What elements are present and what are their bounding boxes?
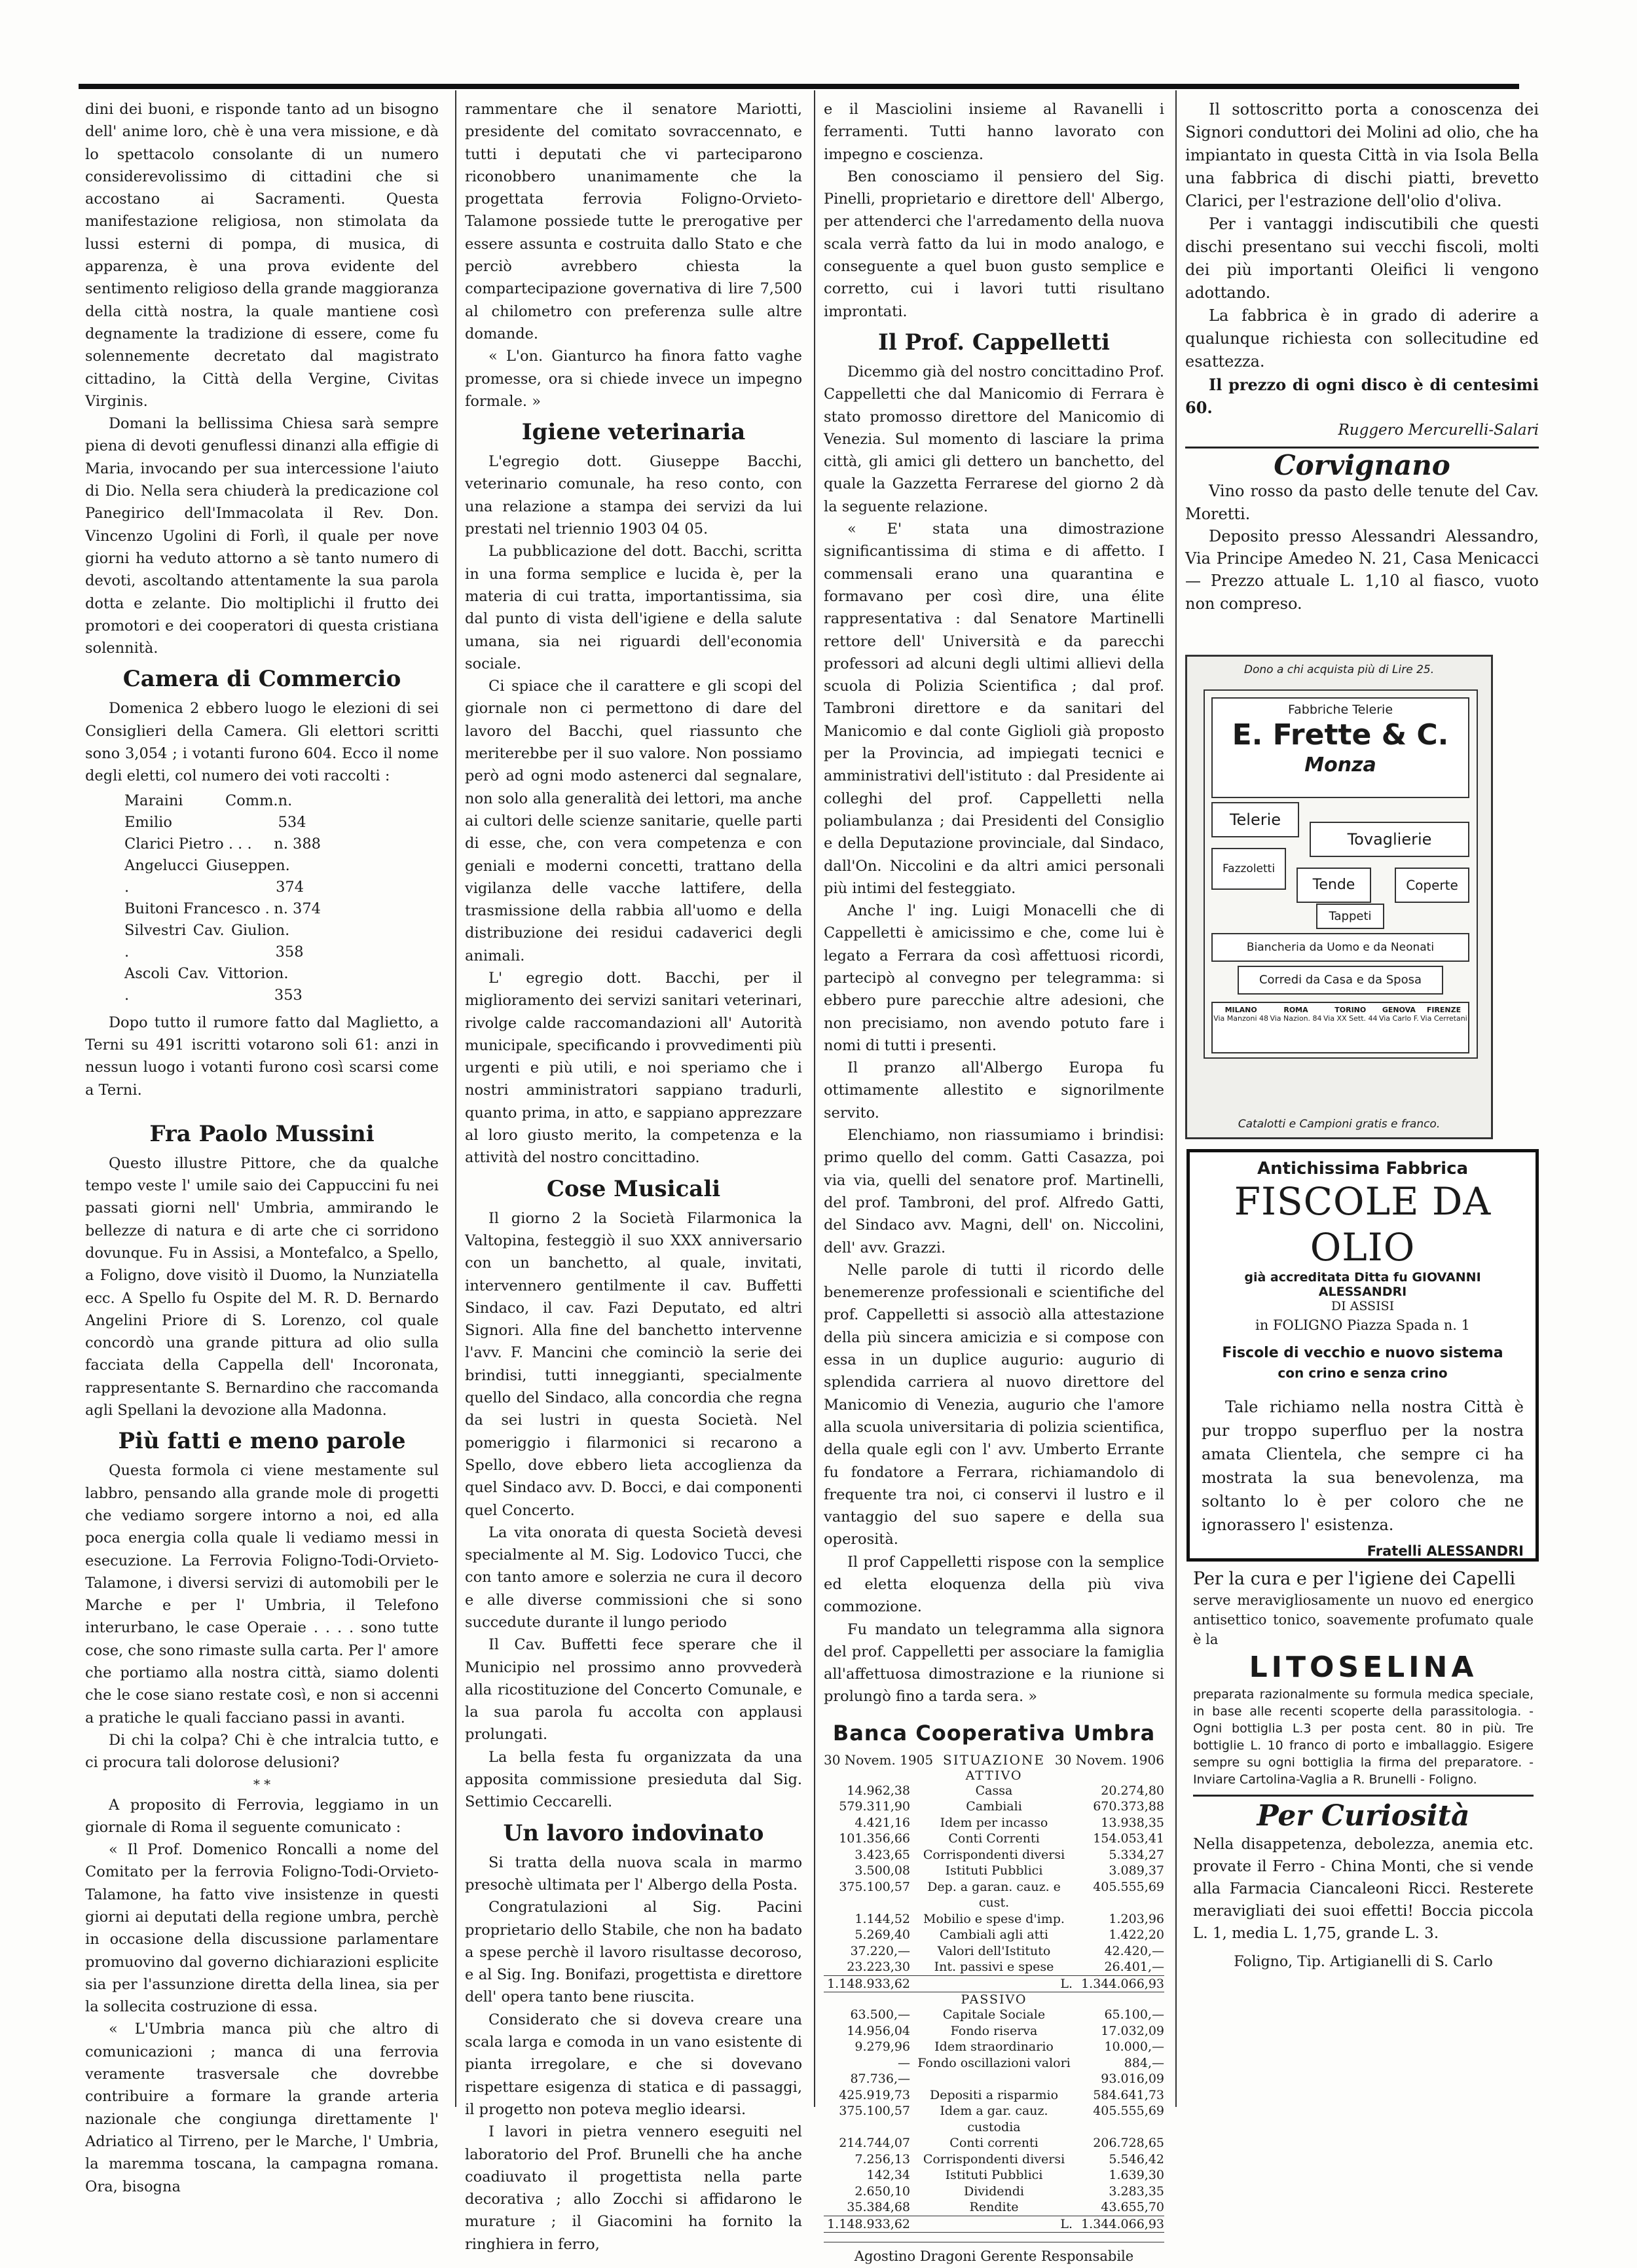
frette-coperte: Coperte xyxy=(1395,868,1469,903)
table-cell-value: 37.220,— xyxy=(850,1943,910,1958)
table-cell-value: 3.423,65 xyxy=(855,1847,910,1862)
table-cell-value: 1.422,20 xyxy=(1109,1928,1164,1943)
table-cell-value: 3.283,35 xyxy=(1109,2184,1164,2199)
frette-biancheria: Biancheria da Uomo e da Neonati xyxy=(1211,933,1469,962)
article-paragraph: Il Cav. Buffetti fece sperare che il Municipio nel prossimo anno provvederà alla ricostituzione del Concerto Comunale, e la sua parola fu accolta con applausi prolungati. xyxy=(465,1636,802,1744)
bank-date-left: 30 Novem. 1905 xyxy=(824,1751,934,1768)
frette-addresses: MILANO Via Manzoni 48 ROMA Via Nazion. 84 TORINO Via XX Sett. 44 GENOVA Via Carlo F. FIRENZE Via Cerretani xyxy=(1211,1002,1469,1053)
article-paragraph: Si tratta della nuova scala in marmo presochè ultimata per l' Albergo della Posta. xyxy=(465,1854,802,1893)
table-row xyxy=(824,1927,1164,1943)
frette-tovaglierie: Tovaglierie xyxy=(1310,822,1469,857)
table-row xyxy=(824,2039,1164,2055)
table-cell-label: Cassa xyxy=(975,1783,1013,1798)
article-paragraph: Dicemmo già del nostro concittadino Prof. Cappelletti che dal Manicomio di Ferrara è stato promosso direttore del Manicomio di Venezia. Sul momento di lasciare la prima città, gli amici gli dettero un banchetto, del quale la Gazzetta Ferrarese del giorno 2 dà la seguente relazione. xyxy=(824,363,1164,515)
frette-brand: E. Frette & C. xyxy=(1232,718,1449,752)
table-cell-value: 425.919,73 xyxy=(839,2087,910,2102)
bank-attivo-total: 1.148.933,62 L. 1.344.066,93 xyxy=(824,1975,1164,1993)
table-row xyxy=(824,1943,1164,1960)
table-cell-value: 20.274,80 xyxy=(1101,1783,1164,1798)
bank-passivo-label: PASSIVO xyxy=(961,1992,1027,2007)
table-cell-value: 405.555,69 xyxy=(1093,1879,1164,1894)
gerente-line: Agostino Dragoni Gerente Responsabile xyxy=(824,2242,1164,2267)
column-3 xyxy=(824,98,1164,2265)
table-row xyxy=(824,2184,1164,2200)
bank-attivo-table xyxy=(824,1783,1164,1975)
table-cell-label: Idem a gar. cauz. custodia xyxy=(940,2104,1048,2134)
article-paragraph: dini dei buoni, e risponde tanto ad un bisogno dell' anime loro, chè è una vera missione, e dà lo spettacolo consolante di un numero considerevolissimo di cittadini che si accostano ai Sacramenti. Questa manifestazione religiosa, non stimolata da lussi esterni di pompa, di musica, di apparenza, è una prova evidente del sentimento religioso della grande maggioranza della città nostra, la quale mantiene così degnamente la tradizione di essere, come fu solennemente decretato dal magistrato cittadino, la Città della Vergine, Civitas Virginis. xyxy=(85,101,439,410)
bank-date-right: 30 Novem. 1906 xyxy=(1054,1751,1164,1768)
table-row xyxy=(824,2071,1164,2087)
table-cell-value: 3.089,37 xyxy=(1109,1863,1164,1878)
fiscole-sub5: con crino e senza crino xyxy=(1278,1365,1448,1381)
ad-paragraph: La fabbrica è in grado di aderire a qualunque richiesta con sollecitudine ed esattezza. xyxy=(1185,306,1539,371)
article-paragraph: La pubblicazione del dott. Bacchi, scritta in una forma semplice e lucida è, per la materia di cui tratta, importantissima, sia dal punto di vista dell'igiene e della salute umana, sia nei riguardi dell'economia sociale. xyxy=(465,543,802,672)
table-row xyxy=(824,2151,1164,2168)
table-cell-label: Fondo riserva xyxy=(950,2023,1038,2038)
list-item: Clarici Pietro . . . n. 388 xyxy=(124,835,321,852)
frette-fabbriche: Fabbriche Telerie xyxy=(1287,703,1393,717)
table-cell-value: 670.373,88 xyxy=(1093,1799,1164,1814)
table-cell-value: 35.384,68 xyxy=(847,2200,910,2215)
table-cell-value: 10.000,— xyxy=(1104,2039,1164,2055)
ad-title-corvignano: Corvignano xyxy=(1274,449,1450,482)
frette-city: Monza xyxy=(1304,754,1376,777)
article-paragraph: rammentare che il senatore Mariotti, presidente del comitato sovraccennato, e tutti i deputati che vi parteciparono riconobbero unanimamente che la progettata ferrovia Foligno-Orvieto-Talamone possiede tutte le prerogative per essere assunta e costruita dallo Stato e che perciò avrebbero chiesta la compartecipazione governativa di lire 7,500 al chilometro con preferenza sulle altre domande. xyxy=(465,101,802,342)
headline-cappelletti: Il Prof. Cappelletti xyxy=(878,329,1110,356)
headline-banca: Banca Cooperativa Umbra xyxy=(832,1720,1156,1746)
table-row xyxy=(824,2103,1164,2135)
table-row xyxy=(824,1815,1164,1831)
table-cell-label: Istituti Pubblici xyxy=(945,1863,1043,1878)
table-cell-value: 579.311,90 xyxy=(839,1799,910,1814)
article-paragraph: Questa formola ci viene mestamente sul labbro, pensando alla grande mole di progetti che vediamo sorgere intorno a noi, ed alla poca energia colla quale li vediamo messi in esecuzione. La Ferrovia Foligno-Todi-Orvieto-Talamone, i diversi servizi di automobili per le Marche e per l' Umbria, il Telefono interurbano, le case Operaie . . . . sono tutte cose, che sono rimaste sulla carta. Per l' amore che portiamo alla nostra città, siamo dolenti che le cose siano restate così, e non si accenni a pratiche le quali facciano passi in avanti. xyxy=(85,1462,439,1727)
article-paragraph: « L'on. Gianturco ha finora fatto vaghe promesse, ora si chiede invece un impegno formale. » xyxy=(465,348,802,410)
table-cell-label: Fondo oscillazioni valori xyxy=(917,2055,1071,2070)
top-rule xyxy=(79,84,1519,89)
table-cell-value: 43.655,70 xyxy=(1101,2200,1164,2215)
table-cell-label: Conti Correnti xyxy=(948,1831,1040,1846)
table-cell-value: 93.016,09 xyxy=(1101,2072,1164,2087)
table-cell-value: 154.053,41 xyxy=(1093,1831,1164,1846)
list-item: Maraini Comm. Emilio n. 534 xyxy=(124,792,306,831)
headline-lavoro: Un lavoro indovinato xyxy=(503,1820,764,1846)
table-cell-label: Int. passivi e spese xyxy=(934,1960,1054,1975)
table-cell-label xyxy=(915,2071,1073,2087)
frette-telerie: Telerie xyxy=(1211,802,1299,837)
headline-fra-paolo: Fra Paolo Mussini xyxy=(149,1120,375,1147)
table-row xyxy=(824,2087,1164,2104)
table-cell-label: Dividendi xyxy=(963,2184,1024,2199)
article-paragraph: Dopo tutto il rumore fatto dal Maglietto, a Terni su 491 iscritti votarono soli 61: anzi in nessun luogo i votanti furono così scarsi come a Terni. xyxy=(85,1014,439,1099)
capelli-body: preparata razionalmente su formula medica speciale, in base alle recenti scoperte della parassitologia. - Ogni bottiglia L.3 per posta cent. 80 in più. Tre bottiglie L. 10 franco di porto e imballaggio. Esigere sempre su ogni bottiglia la firma del preparatore. - Inviare Cartolina-Vaglia a R. Brunelli - Foligno. xyxy=(1193,1687,1534,1787)
table-cell-value: 1.639,30 xyxy=(1109,2168,1164,2183)
list-item: Angelucci Giuseppe . n. 374 xyxy=(124,856,304,896)
fiscole-top: Antichissima Fabbrica xyxy=(1257,1159,1469,1179)
fiscole-sub4: Fiscole di vecchio e nuovo sistema xyxy=(1222,1345,1503,1361)
article-paragraph: Ci spiace che il carattere e gli scopi del giornale non ci permettono di dare del lavoro del Bacchi, quel riassunto che meriterebbe per il suo valore. Non possiamo però ad ogni modo astenerci dal segnalare, non solo alla generalità dei lettori, ma anche ai cultori delle scienze sanitarie, quelle parti di esse, che, con vera competenza e con geniali e moderni concetti, trattano della vigilanza delle vacche lattifere, della trasmissione della rabbia all'uomo e della distribuzione dei residui cadaverici degli animali. xyxy=(465,678,802,964)
article-paragraph: I lavori in pietra vennero eseguiti nel laboratorio del Prof. Brunelli che ha anche coadiuvato il progettista nella parte decorativa ; allo Zocchi si affidarono le murature ; il Giacomini ha fornito la ringhiera in ferro, xyxy=(465,2123,802,2253)
fiscole-body: Tale richiamo nella nostra Città è pur troppo superfluo per la nostra amata Clientela, che sempre ci ha mostrata la sua benevolenza, ma soltanto lo è per coloro che ne ignorassero l' esistenza. xyxy=(1202,1398,1524,1534)
table-row xyxy=(824,1911,1164,1928)
fiscole-sub2: DI ASSISI xyxy=(1331,1299,1395,1313)
section-stars: * * xyxy=(253,1776,271,1792)
list-item: Ascoli Cav. Vittorio . n. 353 xyxy=(124,964,303,1004)
table-cell-value: 26.401,— xyxy=(1104,1960,1164,1975)
table-cell-value: 87.736,— xyxy=(850,2072,910,2087)
ad-paragraph: Il prezzo di ogni disco è di centesimi 60. xyxy=(1185,375,1539,417)
table-cell-value: 884,— xyxy=(1124,2055,1164,2070)
bank-header xyxy=(824,1751,1164,1768)
headline-igiene: Igiene veterinaria xyxy=(521,419,746,446)
article-paragraph: Congratulazioni al Sig. Pacini proprietario dello Stabile, che non ha badato a spese perchè il lavoro risultasse decoroso, e al Sig. Ing. Bonifazi, progettista e direttore dell' opera tanto bene riuscita. xyxy=(465,1899,802,2006)
ad-fiscole xyxy=(1186,1149,1539,1562)
tipografia-line: Foligno, Tip. Artigianelli di S. Carlo xyxy=(1234,1954,1493,1970)
table-cell-label: Conti correnti xyxy=(949,2136,1039,2151)
article-paragraph: La vita onorata di questa Società devesi specialmente al M. Sig. Lodovico Tucci, che con tanto amore e solerzia ne cura il decoro e alle diverse commissioni che si sono succedute durante il lungo periodo xyxy=(465,1524,802,1631)
table-cell-value: 142,34 xyxy=(866,2168,910,2183)
elected-list xyxy=(124,790,439,1006)
table-row xyxy=(824,1863,1164,1879)
article-paragraph: Nelle parole di tutti il ricordo delle benemerenze professionali e scientifiche del prof. Cappelletti si associò alla attestazione della più sincera amicizia e si compose con essa in un duplice augurio: augurio di splendida carriera al nuovo direttore del Manicomio di Venezia, augurio che l'amore alla scuola universitaria di polizia scientifica, della quale egli con l' avv. Umberto Errante fu fondatore a Ferrara, richiamandolo di frequente tra noi, ci conservi il lustro e il vantaggio del suo sapere e della sua operosità. xyxy=(824,1261,1164,1548)
article-paragraph: Anche l' ing. Luigi Monacelli che di Cappelletti è amicissimo e che, come lui è legato a Ferrara da così affettuosi ricordi, partecipò al convegno per telegramma: si ebbero pure parecchie altre adesioni, che non precisiamo, non avendo potuto fare i nomi di tutti i presenti. xyxy=(824,902,1164,1054)
article-paragraph: Elenchiamo, non riassumiamo i brindisi: primo quello del comm. Gatti Casazza, poi via via, quelli del senatore prof. Martinelli, del prof. Tambroni, del prof. Alfredo Gatti, del Sindaco avv. Magni, dell' on. Niccolini, dell' avv. Grazzi. xyxy=(824,1127,1164,1256)
table-cell-value: 3.500,08 xyxy=(855,1863,910,1878)
list-item: Silvestri Cav. Giulio . n. 358 xyxy=(124,921,304,960)
capelli-title: Per la cura e per l'igiene dei Capelli xyxy=(1193,1569,1516,1589)
table-cell-value: 23.223,30 xyxy=(847,1960,910,1975)
column-2 xyxy=(465,98,802,2253)
table-row xyxy=(824,1783,1164,1799)
headline-camera: Camera di Commercio xyxy=(122,666,401,693)
frette-top: Dono a chi acquista più di Lire 25. xyxy=(1243,663,1435,676)
table-cell-value: 375.100,57 xyxy=(839,2104,910,2119)
fiscole-sub3: in FOLIGNO Piazza Spada n. 1 xyxy=(1255,1317,1470,1333)
ad-paragraph: Vino rosso da pasto delle tenute del Cav. Moretti. xyxy=(1185,482,1539,523)
table-cell-label: Capitale Sociale xyxy=(942,2007,1046,2022)
article-paragraph: A proposito di Ferrovia, leggiamo in un giornale di Roma il seguente comunicato : xyxy=(85,1796,439,1836)
article-paragraph: Il prof Cappelletti rispose con la semplice ed eletta eloquenza della più viva commozione. xyxy=(824,1553,1164,1616)
table-cell-value: 5.334,27 xyxy=(1109,1847,1164,1862)
table-cell-value: 65.100,— xyxy=(1104,2007,1164,2022)
column-4-bottom xyxy=(1193,1568,1534,2105)
fiscole-sig: Fratelli ALESSANDRI xyxy=(1367,1543,1524,1559)
table-row xyxy=(824,1847,1164,1863)
article-paragraph: « Il Prof. Domenico Roncalli a nome del Comitato per la ferrovia Foligno-Todi-Orvieto-Talamone, ha fatto vive insistenze in questi giorni ai deputati della regione umbra, perchè in occasione della discussione parlamentare promuovino dal governo dichiarazioni esplicite sia per l'assunzione diretta della linea, sia per la sollecita costruzione di essa. xyxy=(85,1841,439,2016)
article-paragraph: Ben conosciamo il pensiero del Sig. Pinelli, proprietario e direttore dell' Albergo, per attenderci che l'arredamento della nuova scala verrà fatto da lui in modo analogo, e conseguente a quel buon gusto semplice e corretto, cui i lavori tutti risultano improntati. xyxy=(824,168,1164,320)
bank-passivo-table xyxy=(824,2007,1164,2216)
frette-tende: Tende xyxy=(1297,868,1371,903)
curiosita-body: Nella disappetenza, debolezza, anemia etc. provate il Ferro - China Monti, che si vende alla Farmacia Ciancaleoni Ricci. Resterete meravigliati dei suoi effetti! Boccia piccola L. 1, media L. 1,75, grande L. 3. xyxy=(1193,1836,1534,1942)
table-cell-value: 405.555,69 xyxy=(1093,2104,1164,2119)
table-cell-value: 2.650,10 xyxy=(855,2184,910,2199)
table-cell-value: 375.100,57 xyxy=(839,1879,910,1894)
table-cell-label: Valori dell'Istituto xyxy=(937,1943,1051,1958)
bank-situazione: SITUAZIONE xyxy=(943,1751,1045,1768)
table-cell-value: 14.962,38 xyxy=(847,1783,910,1798)
article-paragraph: « E' stata una dimostrazione significantissima di stima e di affetto. I commensali erano una quarantina e formavano per così dire, una élite rappresentativa : dal Senatore Martinelli rettore dell' Università e da parecchi professori ad alcuni degli ultimi allievi della scuola di Polizia Scientifica ; dal prof. Tambroni direttore e da sanitari del Manicomio e dal conte Giglioli già proposto per la Provincia, ad impiegati tecnici e amministrativi dell'istituto : dal Presidente ai colleghi del prof. Cappelletti nella poliambulanza ; dai Presidenti del Consiglio e della Deputazione provinciale, dal Sindaco, dall'On. Niccolini e da altri amici personali più intimi del festeggiato. xyxy=(824,521,1164,897)
article-paragraph: Fu mandato un telegramma alla signora del prof. Cappelletti per associare la famiglia all'affettuosa dimostrazione e la riunione si prolungò fino a tarda sera. » xyxy=(824,1620,1164,1706)
table-cell-label: Corrispondenti diversi xyxy=(923,2151,1065,2167)
article-paragraph: Considerato che si doveva creare una scala larga e comoda in un vano esistente di pianta irregolare, e che si dovevano rispettare esigenza di statica e di passaggi, il progetto non poteva meglio idearsi. xyxy=(465,2011,802,2118)
table-cell-value: 214.744,07 xyxy=(839,2136,910,2151)
frette-corredi: Corredi da Casa e da Sposa xyxy=(1238,966,1443,995)
column-divider xyxy=(455,90,456,2107)
article-paragraph: Il giorno 2 la Società Filarmonica la Valtopina, festeggiò il suo XXX anniversario con un banchetto, al quale, invitati, intervennero gentilmente il cav. Buffetti Sindaco, il cav. Fazi Deputato, ed altri Signori. Alla fine del banchetto intervenne l'avv. F. Mancini che cominciò la serie dei brindisi, tutti inneggianti, specialmente quello del Sindaco, alla concordia che regna da sei lustri in questa Società. Nel pomeriggio i filarmonici si recarono a Spello, dove ebbero lieta accoglienza da quel Sindaco avv. D. Bocci, e dai componenti quel Concerto. xyxy=(465,1209,802,1519)
article-paragraph: e il Masciolini insieme al Ravanelli i ferramenti. Tutti hanno lavorato con impegno e coscienza. xyxy=(824,101,1164,163)
capelli-intro: serve meravigliosamente un nuovo ed energico antisettico tonico, soavemente profumato quale è la xyxy=(1193,1592,1534,1647)
article-paragraph: Domenica 2 ebbero luogo le elezioni di sei Consiglieri della Camera. Gli elettori scritti sono 3,054 ; i votanti furono 604. Ecco il nome degli eletti, col numero dei voti raccolti : xyxy=(85,700,439,785)
article-paragraph: Di chi la colpa? Chi è che intralcia tutto, e ci procura tali dolorose delusioni? xyxy=(85,1731,439,1772)
bank-passivo-total: 1.148.933,62 L. 1.344.066,93 xyxy=(824,2216,1164,2233)
table-cell-label: Cambiali agli atti xyxy=(940,1928,1048,1943)
table-cell-value: 1.203,96 xyxy=(1109,1911,1164,1926)
article-paragraph: L' egregio dott. Bacchi, per il miglioramento dei servizi sanitari veterinari, rivolge calde raccomandazioni all' Autorità municipale, specificando i provvedimenti più urgenti e più utili, e noi speriamo che i nostri amministratori sappiano tradurli, quanto prima, in atto, e sappiano apprezzare al loro giusto merito, la competenza e la attività del nostro concittadino. xyxy=(465,969,802,1167)
litoselina-brand: LITOSELINA xyxy=(1249,1651,1478,1684)
table-cell-value: 13.938,35 xyxy=(1101,1815,1164,1830)
table-cell-value: 9.279,96 xyxy=(855,2039,910,2055)
table-cell-label: Rendite xyxy=(969,2200,1019,2215)
table-cell-value: 63.500,— xyxy=(850,2007,910,2022)
table-cell-value: 5.546,42 xyxy=(1109,2151,1164,2167)
table-cell-value: 206.728,65 xyxy=(1093,2136,1164,2151)
fiscole-title: FISCOLE DA OLIO xyxy=(1234,1179,1492,1270)
table-row xyxy=(824,2007,1164,2023)
table-cell-label: Idem straordinario xyxy=(934,2039,1054,2055)
article-paragraph: « L'Umbria manca più che altro di comunicazioni ; manca di una ferrovia veramente trasversale che dovrebbe contribuire a formare la grande arteria nazionale che congiunga direttamente l' Adriatico al Tirreno, per le Marche, l' Umbria, la maremma toscana, la campagna romana. Ora, bisogna xyxy=(85,2021,439,2195)
table-cell-value: — xyxy=(898,2055,910,2070)
table-cell-label: Cambiali xyxy=(966,1799,1022,1814)
article-paragraph: Il pranzo all'Albergo Europa fu ottimamente allestito e signorilmente servito. xyxy=(824,1059,1164,1122)
ad-frette xyxy=(1185,655,1493,1139)
table-cell-value: 17.032,09 xyxy=(1101,2023,1164,2038)
table-row xyxy=(824,2199,1164,2216)
article-paragraph: Domani la bellissima Chiesa sarà sempre piena di devoti genuflessi dinanzi alla effigie di Maria, invocando per sua intercessione l'aiuto di Dio. Nella sera chiuderà la predicazione col Panegirico dell'Immacolata il Rev. Don. Vincenzo Ugolini di Forlì, il quale per nove giorni ha veduto attorno a sè tanto numero di devoti, ascoltando attentamente la sua parola dotta e zelante. Dio moltiplichi il frutto dei promotori e dei cooperatori di questa cristiana solennità. xyxy=(85,415,439,657)
fiscole-sub1: già accreditata Ditta fu GIOVANNI ALESSANDRI xyxy=(1244,1270,1481,1299)
table-cell-value: 101.356,66 xyxy=(839,1831,910,1846)
table-row xyxy=(824,2167,1164,2184)
table-row xyxy=(824,2023,1164,2039)
table-row xyxy=(824,1879,1164,1911)
table-cell-label: Dep. a garan. cauz. e cust. xyxy=(927,1879,1061,1911)
column-divider xyxy=(1175,90,1177,2107)
ad-paragraph: Deposito presso Alessandri Alessandro, Via Principe Amedeo N. 21, Casa Menicacci — Prezzo attuale L. 1,10 al fiasco, vuoto non compreso. xyxy=(1185,526,1539,613)
column-divider xyxy=(814,90,815,2107)
table-cell-value: 4.421,16 xyxy=(855,1815,910,1830)
article-paragraph: La bella festa fu organizzata da una apposita commissione presieduta dal Sig. Settimio Ceccarelli. xyxy=(465,1748,802,1811)
table-row xyxy=(824,2135,1164,2151)
table-row xyxy=(824,1959,1164,1975)
table-cell-value: 584.641,73 xyxy=(1093,2087,1164,2102)
article-paragraph: L'egregio dott. Giuseppe Bacchi, veterinario comunale, ha reso conto, con una relazione a stampa dei servizi da lui prestati nel triennio 1903 04 05. xyxy=(465,453,802,538)
headline-piu-fatti: Più fatti e meno parole xyxy=(118,1428,406,1455)
headline-cose-musicali: Cose Musicali xyxy=(546,1175,721,1202)
frette-frame xyxy=(1204,689,1478,1059)
column-1 xyxy=(85,98,439,2195)
ad-signature: Ruggero Mercurelli-Salari xyxy=(1338,422,1539,439)
table-cell-value: 7.256,13 xyxy=(855,2151,910,2167)
bank-attivo-label: ATTIVO xyxy=(965,1768,1023,1783)
table-cell-value: 1.144,52 xyxy=(855,1911,910,1926)
table-cell-label: Corrispondenti diversi xyxy=(923,1847,1065,1862)
table-cell-label: Depositi a risparmio xyxy=(929,2087,1059,2102)
frette-fazzoletti: Fazzoletti xyxy=(1211,848,1286,890)
frette-bottom: Catalotti e Campioni gratis e franco. xyxy=(1238,1118,1441,1131)
table-row xyxy=(824,2055,1164,2072)
frette-tappeti: Tappeti xyxy=(1316,904,1384,929)
table-cell-value: 14.956,04 xyxy=(847,2023,910,2038)
table-cell-value: 42.420,— xyxy=(1104,1943,1164,1958)
table-row xyxy=(824,1799,1164,1815)
table-cell-label: Mobilio e spese d'imp. xyxy=(923,1911,1065,1926)
list-item: Buitoni Francesco . n. 374 xyxy=(124,900,321,917)
frette-brand-box xyxy=(1211,697,1469,798)
table-cell-label: Idem per incasso xyxy=(940,1815,1048,1830)
table-cell-label: Istituti Pubblici xyxy=(945,2168,1043,2183)
curiosita-title: Per Curiosità xyxy=(1257,1799,1470,1833)
ad-paragraph: Il sottoscritto porta a conoscenza dei Signori conduttori dei Molini ad olio, che ha impiantato in questa Città in via Isola Bella una fabbrica di dischi piatti, brevetto Clarici, per l'estrazione dell'olio d'oliva. xyxy=(1185,100,1539,210)
table-row xyxy=(824,1831,1164,1847)
ad-paragraph: Per i vantaggi indiscutibili che questi dischi presentano sui vecchi fiscoli, molti dei più importanti Oleifici li vengono adottando. xyxy=(1185,215,1539,302)
table-cell-value: 5.269,40 xyxy=(855,1928,910,1943)
article-paragraph: Questo illustre Pittore, che da qualche tempo veste l' umile saio dei Cappuccini fu nei passati giorni nell' Umbria, ammirando le bellezze di natura e di arte che ci sorridono dovunque. Fu in Assisi, a Montefalco, a Spello, a Foligno, dove visitò il Duomo, la Nunziatella ecc. A Spello fu Ospite del M. R. D. Bernardo Angelini Priore di S. Lorenzo, col quale concordò una grande pittura ad olio sulla facciata della Cappella dell' Incoronata, rappresentante S. Bernardino che raccomanda agli Spellani la devozione alla Madonna. xyxy=(85,1154,439,1419)
